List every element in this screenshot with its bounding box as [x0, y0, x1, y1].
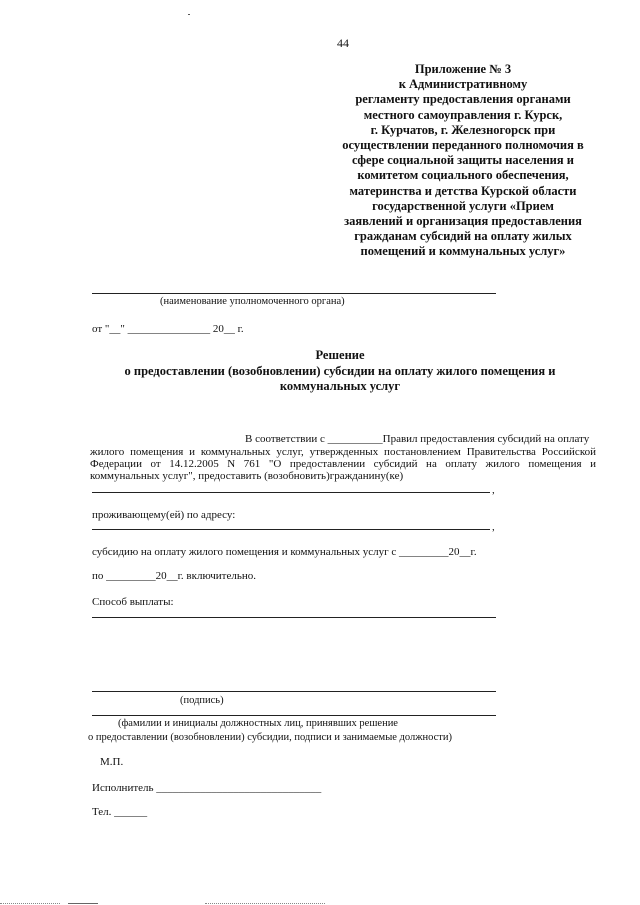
date-quote: " — [120, 323, 125, 335]
body-line-4: коммунальных услуг", предоставить (возобновить)гражданину(ке) — [90, 470, 404, 482]
appendix-line: Приложение № 3 — [414, 62, 512, 76]
decision-subtitle-line2: коммунальных услуг — [279, 379, 401, 393]
body-intro-start: В соответствии с — [245, 433, 325, 445]
page-number: 44 — [337, 36, 349, 50]
date-line — [92, 323, 244, 336]
appendix-header — [318, 62, 608, 260]
scan-edge-mark — [68, 903, 98, 904]
appendix-line: сфере социальной защиты населения и — [352, 153, 574, 168]
appendix-line: заявлений и организация предоставления — [344, 214, 582, 229]
authority-caption: (наименование уполномоченного органа) — [160, 296, 345, 307]
payment-method-line — [92, 617, 496, 618]
signature-line — [92, 691, 496, 692]
date-suffix: г. — [237, 323, 244, 335]
appendix-line: к Административному — [398, 77, 528, 92]
body-line-1 — [245, 433, 589, 446]
address-label: проживающему(ей) по адресу: — [92, 509, 236, 521]
subsidy-from-line — [92, 546, 477, 559]
appendix-line: государственной услуги «Прием — [372, 198, 554, 213]
phone-label: Тел. — [92, 806, 112, 818]
regulation-blank: __________ — [327, 433, 383, 445]
appendix-line: материнства и детства Курской области — [349, 183, 577, 198]
officials-caption-2: о предоставлении (возобновлении) субсидии, подписи и занимаемые должности) — [88, 732, 452, 743]
appendix-line: помещений и коммунальных услуг» — [360, 244, 566, 259]
scan-speck — [188, 14, 190, 15]
body-line-3: Федерации от 14.12.2005 N 761 "О предоставлении субсидий на оплату жилого помещения и — [90, 458, 596, 470]
decision-title — [90, 348, 590, 395]
payment-method-label: Способ выплаты: — [92, 596, 174, 608]
appendix-line: комитетом социального обеспечения, — [357, 168, 569, 183]
address-line — [92, 529, 490, 530]
subsidy-to-year: 20__г. включительно. — [155, 570, 256, 582]
appendix-line: регламенту предоставления органами — [355, 92, 571, 107]
scan-edge-mark — [0, 903, 60, 904]
citizen-line-comma: , — [492, 484, 495, 496]
address-line-comma: , — [492, 521, 495, 533]
appendix-line: осуществлении переданного полномочия в — [342, 138, 584, 153]
subsidy-from-label: субсидию на оплату жилого помещения и коммунальных услуг с — [92, 546, 397, 558]
citizen-name-line — [92, 492, 490, 493]
body-line-2: жилого помещения и коммунальных услуг, утвержденных постановлением Правительства Российской — [90, 446, 596, 458]
signature-caption: (подпись) — [180, 695, 224, 706]
executor-blank: ______________________________ — [156, 782, 322, 794]
appendix-line: местного самоуправления г. Курск, — [363, 107, 563, 122]
appendix-line: гражданам субсидий на оплату жилых — [354, 229, 572, 244]
subsidy-from-year: 20__г. — [448, 546, 477, 558]
date-day-blank: __ — [109, 323, 121, 335]
subsidy-to-label: по — [92, 570, 104, 582]
officials-line — [92, 715, 496, 716]
phone-blank: ______ — [114, 806, 148, 818]
decision-heading: Решение — [315, 348, 365, 362]
scan-edge-mark — [205, 903, 325, 904]
executor-label: Исполнитель — [92, 782, 154, 794]
subsidy-to-line — [92, 570, 256, 583]
decision-subtitle-line1: о предоставлении (возобновлении) субсидии на оплату жилого помещения и — [124, 363, 556, 378]
phone-line — [92, 806, 147, 819]
subsidy-to-blank: _________ — [106, 570, 156, 582]
date-year: 20__ — [212, 323, 235, 335]
officials-caption-1: (фамилии и инициалы должностных лиц, принявших решение — [118, 718, 398, 729]
body-intro-rest: Правил предоставления субсидий на оплату — [382, 433, 590, 445]
subsidy-from-blank: _________ — [399, 546, 449, 558]
executor-line — [92, 782, 321, 795]
stamp-label: М.П. — [100, 756, 124, 768]
date-prefix: от " — [92, 323, 110, 335]
authority-name-line — [92, 293, 496, 294]
date-month-blank: _______________ — [127, 323, 211, 335]
appendix-line: г. Курчатов, г. Железногорск при — [370, 122, 556, 137]
